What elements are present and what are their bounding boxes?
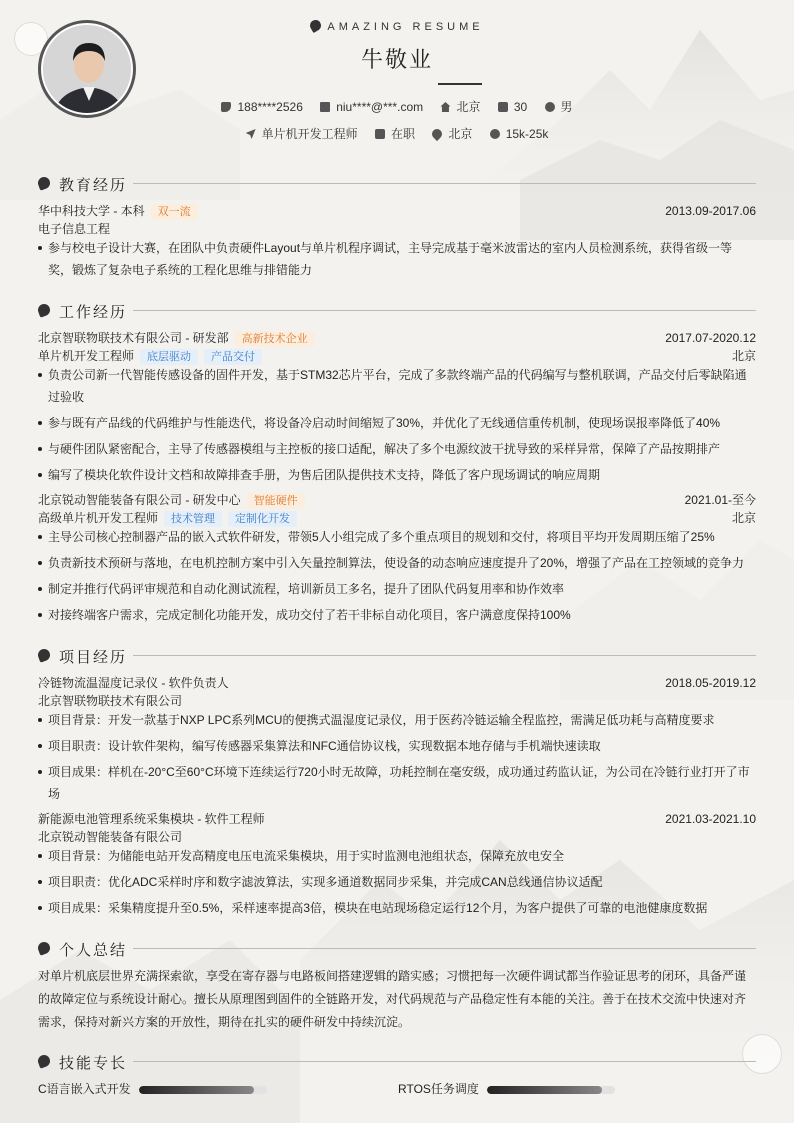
list-item: 项目成果：采集精度提升至0.5%，采样速率提高3倍，模块在电站现场稳定运行12个月，为客户提供了可靠的电池健康度数据 bbox=[38, 897, 756, 919]
job-status: 在职 bbox=[390, 127, 415, 141]
section-education bbox=[38, 174, 756, 194]
job-location: 北京 bbox=[731, 349, 756, 363]
section-divider bbox=[133, 655, 756, 656]
section-title: 技能专长 bbox=[59, 1055, 128, 1072]
job-title: 单片机开发工程师 bbox=[261, 127, 358, 141]
bag-icon bbox=[375, 129, 385, 139]
job-location: 北京 bbox=[731, 511, 756, 525]
role: 高级单片机开发工程师 bbox=[38, 511, 159, 525]
school-tag: 双一流 bbox=[151, 204, 198, 220]
section-title: 个人总结 bbox=[59, 942, 128, 959]
skill-item bbox=[398, 1081, 615, 1097]
city: 北京 bbox=[456, 100, 481, 114]
company-tag: 高新技术企业 bbox=[235, 331, 315, 347]
section-dot-icon bbox=[36, 940, 51, 955]
list-item: 负责公司新一代智能传感设备的固件开发，基于STM32芯片平台，完成了多款终端产品的代码编写与整机联调，产品交付后零缺陷通过验收 bbox=[38, 364, 756, 408]
home-icon bbox=[440, 102, 450, 112]
section-divider bbox=[133, 948, 756, 949]
section-projects bbox=[38, 646, 756, 666]
list-item: 编写了模块化软件设计文档和故障排查手册，为售后团队提供技术支持，降低了客户现场调试的响应周期 bbox=[38, 464, 756, 486]
list-item: 负责新技术预研与落地，在电机控制方案中引入矢量控制算法，使设备的动态响应速度提升了20%，增强了产品在工控领域的竞争力 bbox=[38, 552, 756, 574]
section-dot-icon bbox=[36, 175, 51, 190]
list-item: 项目成果：样机在-20°C至60°C环境下连续运行720小时无故障，功耗控制在毫安级，成功通过药监认证，为公司在冷链行业打开了市场 bbox=[38, 761, 756, 805]
email: niu****@***.com bbox=[336, 100, 424, 114]
brand-label: AMAZING RESUME bbox=[0, 20, 794, 33]
skill-bar bbox=[487, 1086, 615, 1094]
project-header bbox=[38, 674, 756, 692]
job-header bbox=[38, 491, 756, 509]
list-item: 参与校电子设计大赛，在团队中负责硬件Layout与单片机程序调试，主导完成基于毫米波雷达的室内人员检测系统，获得省级一等奖，锻炼了复杂电子系统的工程化思维与排错能力 bbox=[38, 237, 756, 281]
expected-city: 北京 bbox=[448, 127, 473, 141]
section-skills bbox=[38, 1052, 756, 1072]
project-period: 2018.05-2019.12 bbox=[665, 676, 756, 690]
age: 30 bbox=[513, 100, 528, 114]
education-period: 2013.09-2017.06 bbox=[665, 204, 756, 218]
phone-icon bbox=[221, 102, 231, 112]
skill-bar-fill bbox=[487, 1086, 602, 1094]
pin-icon bbox=[430, 127, 444, 141]
section-divider bbox=[133, 183, 756, 184]
money-icon bbox=[490, 129, 500, 139]
section-title: 教育经历 bbox=[59, 177, 128, 194]
education-header bbox=[38, 202, 756, 220]
section-title: 项目经历 bbox=[59, 649, 128, 666]
job-header bbox=[38, 329, 756, 347]
section-summary bbox=[38, 939, 756, 959]
role: 单片机开发工程师 bbox=[38, 349, 135, 363]
salary: 15k-25k bbox=[505, 127, 549, 141]
section-divider bbox=[133, 310, 756, 311]
list-item: 项目职责：设计软件架构，编写传感器采集算法和NFC通信协议栈，实现数据本地存储与手机端快速读取 bbox=[38, 735, 756, 757]
job-period: 2021.01-至今 bbox=[684, 493, 756, 507]
send-icon bbox=[246, 129, 256, 139]
list-item: 参与既有产品线的代码维护与性能迭代，将设备冷启动时间缩短了30%，并优化了无线通信重传机制，使现场误报率降低了40% bbox=[38, 412, 756, 434]
list-item: 主导公司核心控制器产品的嵌入式软件研发，带领5人小组完成了多个重点项目的规划和交付，将项目平均开发周期压缩了25% bbox=[38, 526, 756, 548]
project-name: 新能源电池管理系统采集模块 - 软件工程师 bbox=[38, 812, 265, 826]
section-divider bbox=[133, 1061, 756, 1062]
section-work bbox=[38, 301, 756, 321]
list-item: 项目背景：开发一款基于NXP LPC系列MCU的便携式温湿度记录仪，用于医药冷链运输全程监控，需满足低功耗与高精度要求 bbox=[38, 709, 756, 731]
contact-row bbox=[0, 98, 794, 115]
list-item: 与硬件团队紧密配合，主导了传感器模组与主控板的接口适配，解决了多个电源纹波干扰导致的采样异常，保障了产品按期排产 bbox=[38, 438, 756, 460]
skill-name: C语言嵌入式开发 bbox=[38, 1082, 131, 1096]
project-name: 冷链物流温湿度记录仪 - 软件负责人 bbox=[38, 676, 229, 690]
mail-icon bbox=[320, 102, 330, 112]
job-role bbox=[38, 509, 756, 527]
skill-bar bbox=[139, 1086, 267, 1094]
gender: 男 bbox=[560, 100, 573, 114]
major: 电子信息工程 bbox=[38, 222, 111, 236]
name-underline bbox=[438, 83, 482, 85]
section-dot-icon bbox=[36, 1053, 51, 1068]
company: 北京锐动智能装备有限公司 - 研发中心 bbox=[38, 493, 241, 507]
company: 北京智联物联技术有限公司 - 研发部 bbox=[38, 331, 229, 345]
ink-drop-icon bbox=[308, 18, 323, 33]
project-company: 北京锐动智能装备有限公司 bbox=[38, 830, 183, 844]
skill-item bbox=[38, 1081, 267, 1097]
role-tag: 技术管理 bbox=[164, 511, 222, 527]
role-tag: 底层驱动 bbox=[140, 349, 198, 365]
list-item: 对接终端客户需求，完成定制化功能开发，成功交付了若干非标自动化项目，客户满意度保持100% bbox=[38, 604, 756, 626]
job-period: 2017.07-2020.12 bbox=[665, 331, 756, 345]
list-item: 项目职责：优化ADC采样时序和数字滤波算法，实现多通道数据同步采集，并完成CAN总线通信协议适配 bbox=[38, 871, 756, 893]
age-icon bbox=[498, 102, 508, 112]
section-title: 工作经历 bbox=[59, 304, 128, 321]
role-tag: 定制化开发 bbox=[228, 511, 297, 527]
list-item: 项目背景：为储能电站开发高精度电压电流采集模块，用于实时监测电池组状态，保障充放电安全 bbox=[38, 845, 756, 867]
section-dot-icon bbox=[36, 302, 51, 317]
company-tag: 智能硬件 bbox=[247, 493, 305, 509]
project-company: 北京智联物联技术有限公司 bbox=[38, 694, 183, 708]
summary-text: 对单片机底层世界充满探索欲，享受在寄存器与电路板间搭建逻辑的踏实感；习惯把每一次硬件调试都当作验证思考的闭环，具备严谨的故障定位与系统设计耐心。擅长从原理图到固件的全链路开发，对代码规范与产品稳定性有本能的关注。善于在技术交流中快速对齐需求，保持对新兴方案的开放性，期待在扎实的硬件研发中持续沉淀。 bbox=[38, 969, 747, 1029]
skill-bar-fill bbox=[139, 1086, 254, 1094]
gender-icon bbox=[545, 102, 555, 112]
candidate-name: 牛敬业 bbox=[360, 47, 433, 72]
role-tag: 产品交付 bbox=[204, 349, 262, 365]
project-period: 2021.03-2021.10 bbox=[665, 812, 756, 826]
job-intent-row bbox=[0, 125, 794, 142]
skill-name: RTOS任务调度 bbox=[398, 1082, 479, 1096]
list-item: 制定并推行代码评审规范和自动化测试流程，培训新员工多名，提升了团队代码复用率和协作效率 bbox=[38, 578, 756, 600]
project-header bbox=[38, 810, 756, 828]
school: 华中科技大学 - 本科 bbox=[38, 204, 145, 218]
section-dot-icon bbox=[36, 647, 51, 662]
phone: 188****2526 bbox=[237, 100, 303, 114]
job-role bbox=[38, 347, 756, 365]
